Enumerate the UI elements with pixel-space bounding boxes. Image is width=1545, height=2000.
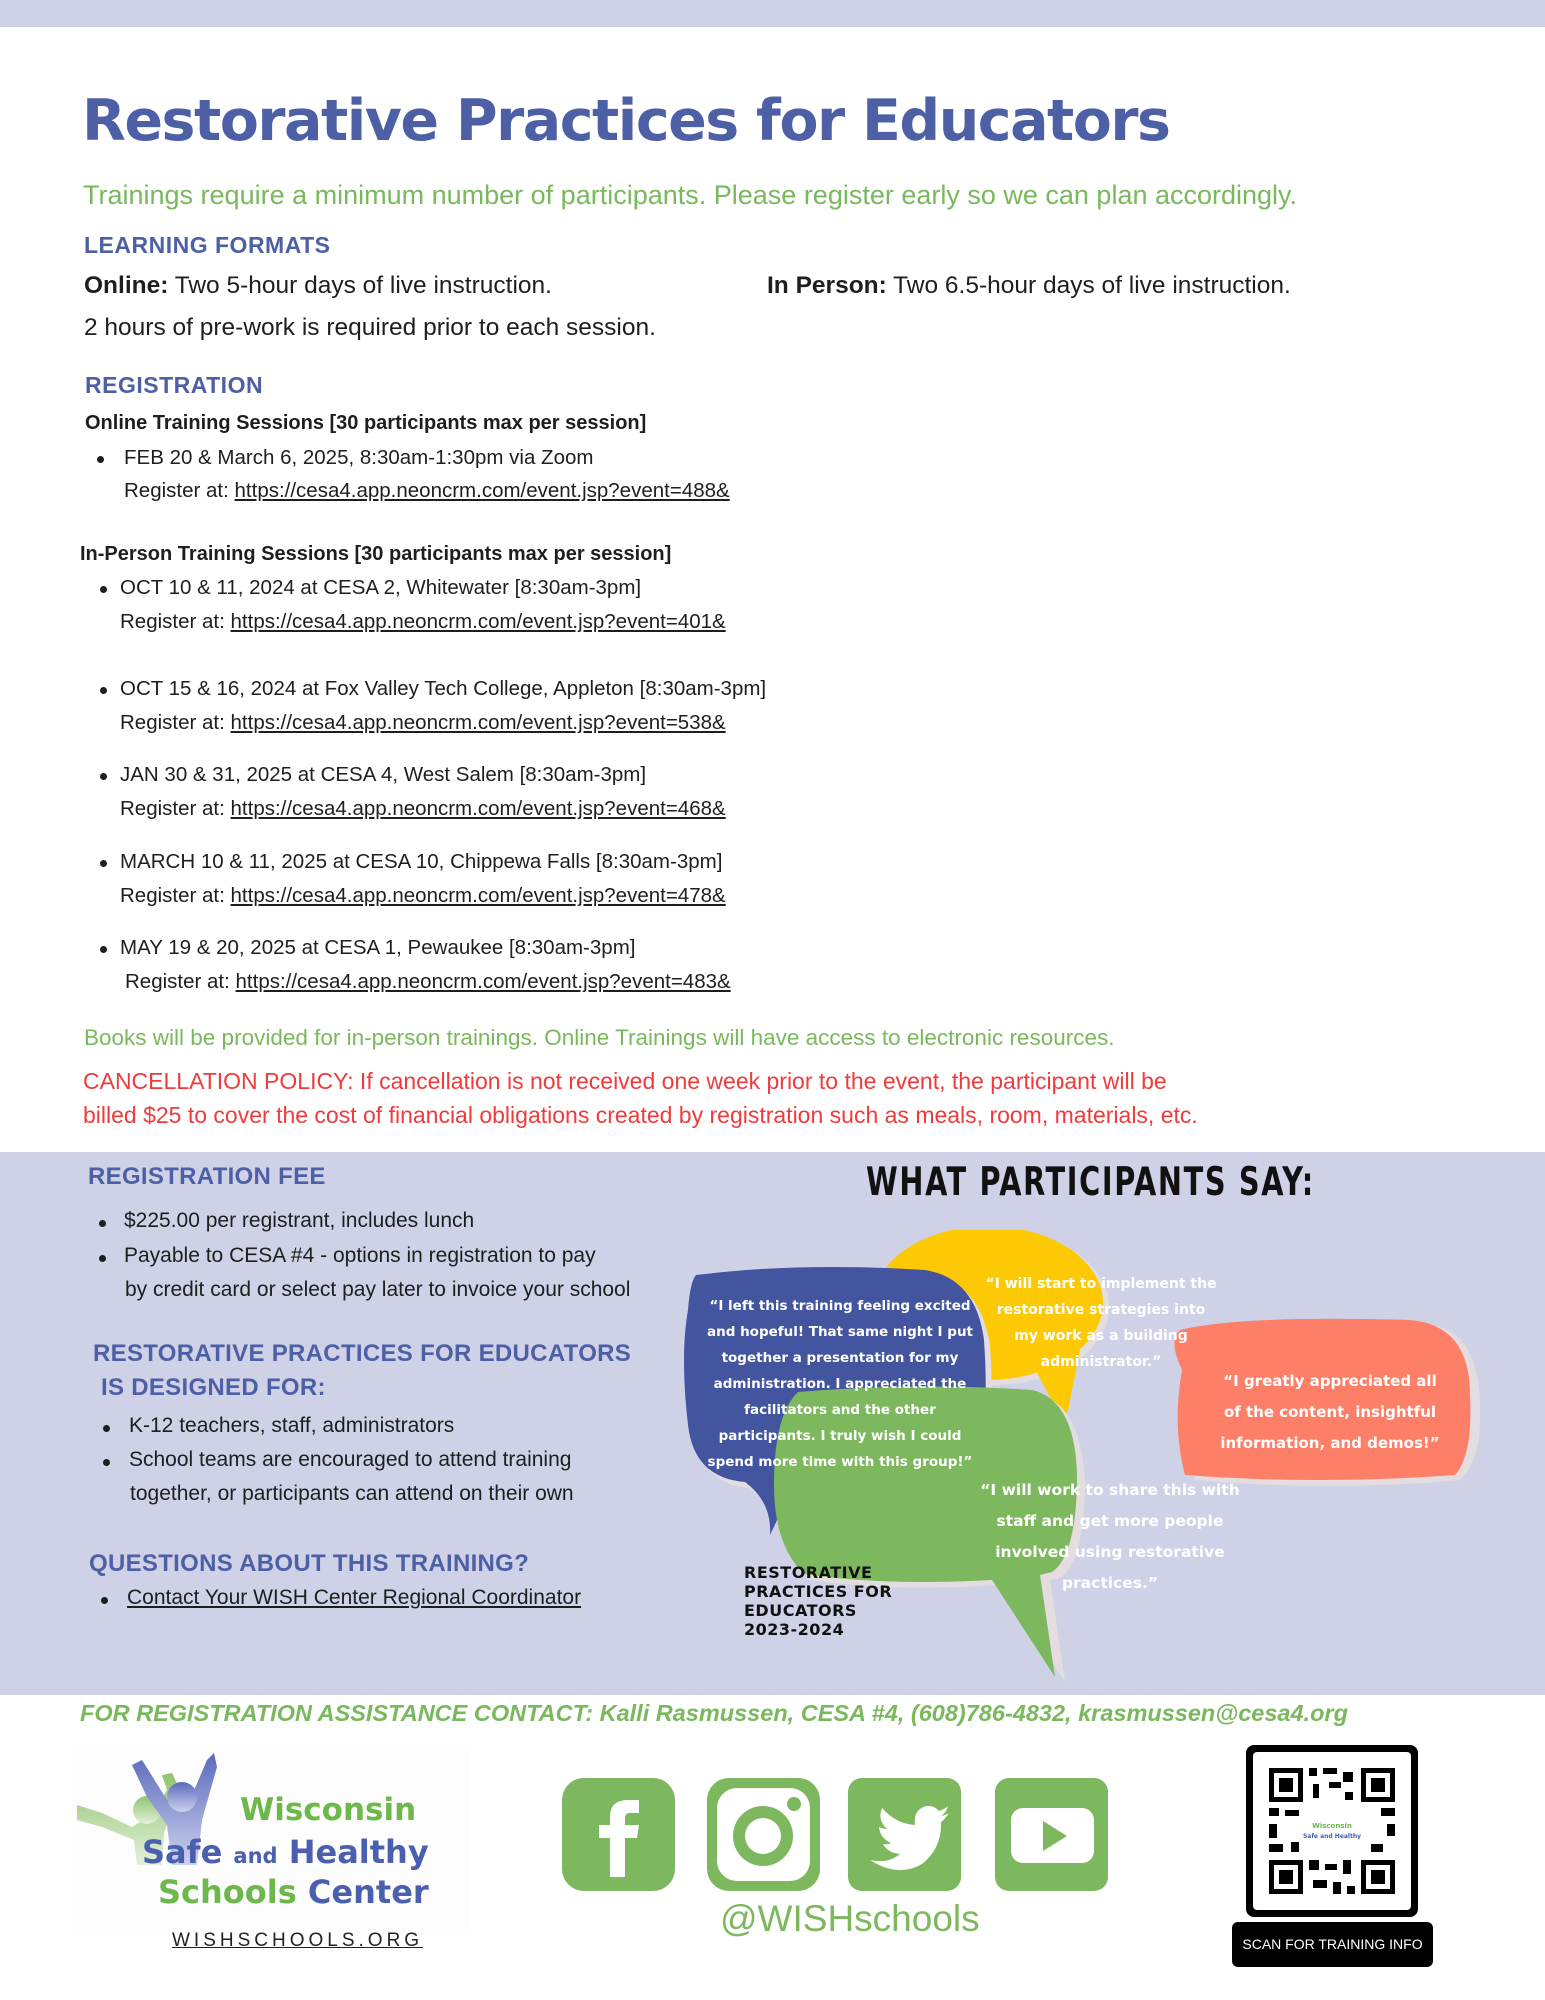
quote-line: spend more time with this group!” [707,1454,973,1470]
quote-line: “I will start to implement the [985,1276,1217,1292]
register-prefix: Register at: [124,479,235,502]
session-register [120,884,726,908]
caption-line: EDUCATORS [744,1601,857,1620]
register-link[interactable]: https://cesa4.app.neoncrm.com/event.jsp?event=488& [234,479,730,502]
quote-line: and hopeful! That same night I put [706,1324,974,1340]
subtitle: Trainings require a minimum number of participants. Please register early so we can plan accordingly. [83,180,1298,210]
bullet [103,1459,110,1466]
session-date: OCT 10 & 11, 2024 at CESA 2, Whitewater [8:30am-3pm] [120,576,642,599]
online-format [84,272,552,300]
questions-heading: QUESTIONS ABOUT THIS TRAINING? [89,1550,530,1577]
quote-line: information, and demos!” [1220,1434,1440,1452]
inperson-format [767,272,1291,300]
designed-for-item: K-12 teachers, staff, administrators [129,1414,455,1437]
session-date: OCT 15 & 16, 2024 at Fox Valley Tech College, Appleton [8:30am-3pm] [120,677,767,700]
bullet [100,773,107,780]
inperson-text: Two 6.5-hour days of live instruction. [886,272,1291,299]
register-prefix: Register at: [125,970,236,993]
session-register [124,479,730,503]
registration-assistance-contact: FOR REGISTRATION ASSISTANCE CONTACT: Kalli Rasmussen, CESA #4, (608)786-4832, krasmussen@cesa4.org [80,1700,1348,1726]
logo-schools: Schools [158,1873,297,1911]
quote-line: “I will work to share this with [980,1481,1240,1499]
bullet [103,1425,110,1432]
contact-coordinator-link[interactable]: Contact Your WISH Center Regional Coordinator [127,1586,582,1609]
inperson-label: In Person: [767,272,887,299]
session-register [125,970,731,994]
quote-line: participants. I truly wish I could [718,1428,962,1444]
quote-line: practices.” [1061,1574,1159,1592]
caption-line: PRACTICES FOR [744,1582,893,1601]
top-decorative-bar [0,0,1545,27]
registration-fee-heading: REGISTRATION FEE [88,1163,326,1190]
register-prefix: Register at: [120,884,231,907]
register-link[interactable]: https://cesa4.app.neoncrm.com/event.jsp?event=401& [230,610,726,633]
logo-line3 [158,1873,429,1911]
register-prefix: Register at: [120,797,231,820]
svg-text:Wisconsin: Wisconsin [1312,1822,1352,1830]
cancellation-policy-line1: CANCELLATION POLICY: If cancellation is not received one week prior to the event, the participant will be [83,1068,1167,1094]
logo-wisconsin: Wisconsin [240,1792,417,1828]
youtube-icon[interactable] [995,1778,1108,1891]
designed-for-heading: RESTORATIVE PRACTICES FOR EDUCATORS [93,1340,632,1367]
session-register [120,610,726,634]
quote-line: “I left this training feeling excited [709,1298,971,1314]
quote-line: involved using restorative [995,1543,1225,1561]
quote-orange [1205,1366,1455,1459]
logo-healthy: Healthy [288,1833,429,1871]
session-date: FEB 20 & March 6, 2025, 8:30am-1:30pm via Zoom [124,446,594,469]
register-link[interactable]: https://cesa4.app.neoncrm.com/event.jsp?event=478& [230,884,726,907]
social-handle: @WISHschools [720,1898,980,1939]
svg-text:Safe and Healthy: Safe and Healthy [1302,1833,1362,1840]
fee-item: $225.00 per registrant, includes lunch [124,1209,475,1232]
quote-blue [700,1293,980,1475]
quote-line: facilitators and the other [744,1402,936,1418]
quote-green [965,1475,1255,1599]
testimonials-heading: WHAT PARTICIPANTS SAY: [866,1160,1315,1205]
caption-line: 2023-2024 [744,1620,845,1639]
learning-formats-heading: LEARNING FORMATS [84,232,331,258]
cancellation-policy-line2: billed $25 to cover the cost of financial obligations created by registration such as meals, room, materials, etc. [83,1102,1198,1128]
online-prework-note: 2 hours of pre-work is required prior to each session. [84,314,656,341]
quote-line: staff and get more people [996,1512,1224,1530]
wish-logo [72,1745,470,1935]
online-sessions-heading: Online Training Sessions [30 participants max per session] [85,412,647,434]
session-date: MARCH 10 & 11, 2025 at CESA 10, Chippewa Falls [8:30am-3pm] [120,850,723,873]
online-label: Online: [84,272,169,299]
fee-item-cont: by credit card or select pay later to invoice your school [125,1278,631,1301]
twitter-icon[interactable] [848,1778,961,1891]
books-note: Books will be provided for in-person trainings. Online Trainings will have access to electronic resources. [84,1025,1115,1050]
quote-line: together a presentation for my [721,1350,959,1366]
qr-code[interactable] [1246,1745,1418,1917]
logo-safe: Safe [142,1833,223,1871]
qr-scan-label: SCAN FOR TRAINING INFO [1232,1922,1433,1967]
register-link[interactable]: https://cesa4.app.neoncrm.com/event.jsp?event=483& [235,970,731,993]
inperson-sessions-heading: In-Person Training Sessions [30 participants max per session] [80,543,672,565]
designed-for-item: School teams are encouraged to attend training [129,1448,572,1471]
bullet [97,456,104,463]
bullet [100,586,107,593]
bullet [99,1220,106,1227]
testimonials-caption [744,1563,892,1639]
quote-line: restorative strategies into [996,1302,1206,1318]
logo-center: Center [307,1873,429,1911]
register-prefix: Register at: [120,610,231,633]
qr-code-pattern [1253,1752,1411,1910]
designed-for-heading-cont: IS DESIGNED FOR: [101,1374,326,1401]
fee-item: Payable to CESA #4 - options in registration to pay [124,1244,596,1267]
bullet [100,860,107,867]
register-link[interactable]: https://cesa4.app.neoncrm.com/event.jsp?event=468& [230,797,726,820]
bullet [100,946,107,953]
bullet [100,687,107,694]
instagram-icon[interactable] [707,1778,820,1891]
quote-yellow [966,1271,1236,1375]
quote-line: my work as a building [1014,1328,1188,1344]
bullet [99,1255,106,1262]
online-text: Two 5-hour days of live instruction. [168,272,552,299]
register-prefix: Register at: [120,711,231,734]
registration-heading: REGISTRATION [85,372,264,398]
session-register [120,797,726,821]
session-date: MAY 19 & 20, 2025 at CESA 1, Pewaukee [8:30am-3pm] [120,936,636,959]
facebook-icon[interactable] [562,1778,675,1891]
session-date: JAN 30 & 31, 2025 at CESA 4, West Salem [8:30am-3pm] [120,763,647,786]
quote-line: administration. I appreciated the [713,1376,967,1392]
caption-line: RESTORATIVE [744,1563,873,1582]
session-register [120,711,726,735]
quote-line: administrator.” [1040,1354,1162,1370]
bullet [101,1597,108,1604]
logo-and: and [233,1844,278,1868]
website-link[interactable]: WISHSCHOOLS.ORG [172,1930,424,1951]
page-title: Restorative Practices for Educators [82,88,1170,154]
logo-line2 [142,1833,429,1871]
designed-for-item-cont: together, or participants can attend on their own [130,1482,574,1505]
quote-line: of the content, insightful [1223,1403,1437,1421]
register-link[interactable]: https://cesa4.app.neoncrm.com/event.jsp?event=538& [230,711,726,734]
quote-line: “I greatly appreciated all [1223,1372,1437,1390]
